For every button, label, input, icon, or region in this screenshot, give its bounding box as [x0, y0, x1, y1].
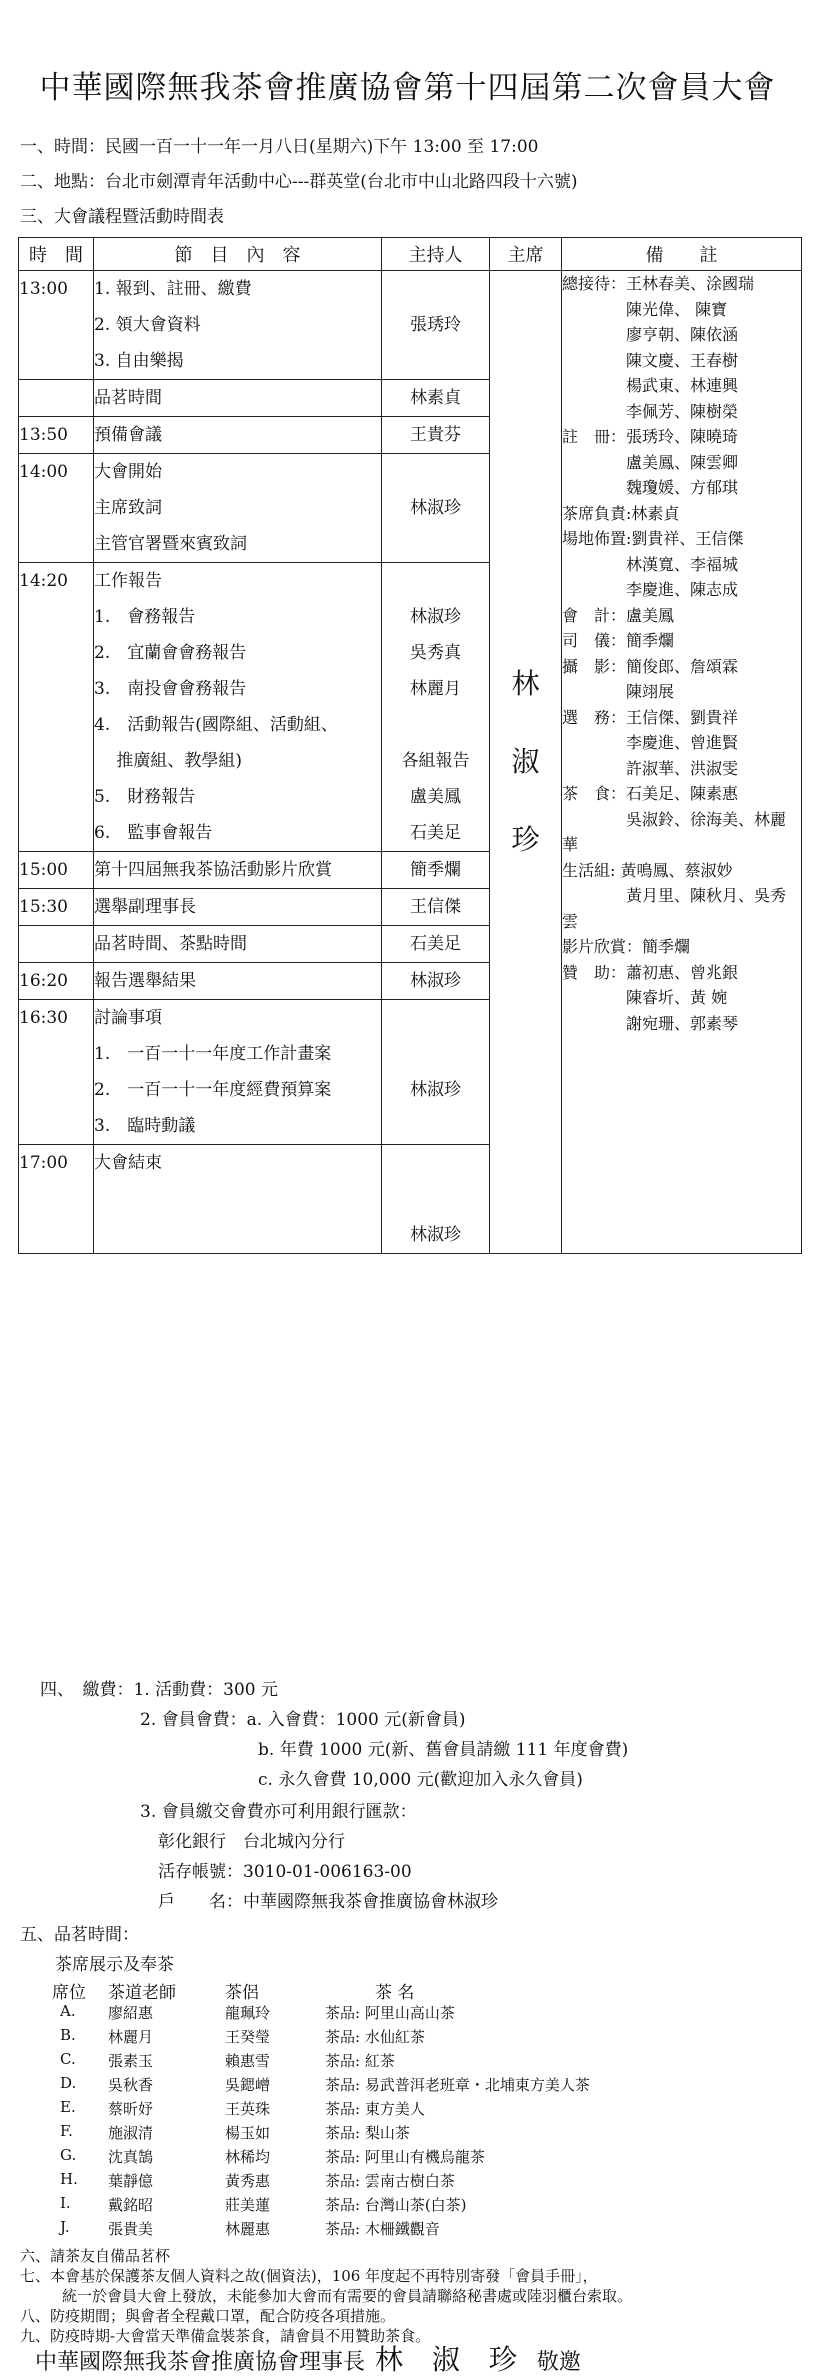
agenda-host-line [382, 343, 489, 379]
agenda-time [19, 563, 94, 852]
bank-holder: 戶 名：中華國際無我茶會推廣協會林淑珍 [158, 1892, 498, 1912]
agenda-time-line [19, 671, 93, 707]
tea-partner: 林麗惠 [225, 2220, 271, 2238]
tea-seat: I. [60, 2194, 71, 2212]
agenda-time [19, 454, 94, 563]
agenda-host [382, 852, 490, 889]
agenda-time-line [19, 599, 93, 635]
agenda-host-line: 各組報告 [401, 751, 470, 771]
tea-name: 茶品: 台灣山茶(白茶) [325, 2196, 467, 2214]
agenda-item-line: 6. 監事會報告 [94, 823, 213, 843]
agenda-host-line: 林淑珍 [410, 971, 461, 991]
signature-name: 林 淑 珍 [375, 2343, 527, 2376]
agenda-time-line: 14:00 [19, 462, 68, 482]
agenda-host-line [382, 1036, 489, 1072]
agenda-time [19, 380, 94, 417]
agenda-host-line [382, 1145, 489, 1181]
note-line: 司 儀：簡季爛 [562, 631, 675, 650]
agenda-time [19, 1000, 94, 1145]
agenda-item [94, 271, 382, 380]
agenda-time-line [19, 380, 93, 416]
agenda-time-line: 13:50 [19, 425, 68, 445]
note-line: 黃月里、陳秋月、吳秀 [562, 886, 787, 905]
tea-partner: 林稀均 [225, 2148, 271, 2166]
tea-col-seat: 席位 [52, 1983, 86, 2003]
agenda-time-line: 13:00 [19, 279, 68, 299]
header-time: 時 間 [19, 238, 94, 271]
chair-cell [490, 271, 562, 1254]
agenda-item [94, 926, 382, 963]
note-line: 謝宛珊、郭素琴 [562, 1013, 739, 1033]
tea-name: 茶品: 紅茶 [325, 2052, 395, 2070]
tea-col-tea: 茶 名 [375, 1983, 415, 2003]
chair-name-char: 林 [511, 667, 540, 700]
agenda-host-line: 盧美鳳 [410, 787, 461, 807]
item-nine: 九、防疫時期-大會當天準備盒裝茶食，請會員不用贊助茶食。 [20, 2327, 431, 2345]
tea-col-partner: 茶侶 [225, 1983, 259, 2003]
tea-teacher: 張素玉 [108, 2052, 154, 2070]
agenda-time-line [19, 779, 93, 815]
agenda-item [94, 454, 382, 563]
agenda-item-line: 主席致詞 [94, 498, 162, 518]
note-line: 贊 助：蕭初惠、曾兆銀 [562, 962, 739, 982]
chair-name-char: 珍 [511, 823, 540, 856]
header-chair: 主席 [490, 238, 562, 271]
agenda-host-line: 簡季爛 [410, 860, 461, 880]
bank-account: 活存帳號：3010-01-006163-00 [158, 1862, 412, 1882]
agenda-host-line [382, 1181, 489, 1217]
agenda-item-line: 5. 財務報告 [94, 787, 196, 807]
agenda-time-line: 17:00 [19, 1153, 68, 1173]
tea-row [0, 2218, 815, 2246]
agenda-time [19, 963, 94, 1000]
signature-org: 中華國際無我茶會推廣協會理事長 [35, 2350, 366, 2375]
agenda-item [94, 852, 382, 889]
tea-partner: 吳鍶嶒 [225, 2076, 271, 2094]
tea-partner: 莊美蓮 [225, 2196, 271, 2214]
agenda-table [18, 237, 802, 1254]
note-line: 茶席負責:林素貞 [562, 503, 680, 523]
tea-seat: G. [60, 2146, 77, 2164]
agenda-time-line [19, 1108, 93, 1144]
header-host: 主持人 [382, 238, 490, 271]
agenda-item-line: 推廣組、教學組) [94, 751, 243, 771]
agenda-host-line [382, 1108, 489, 1144]
note-line: 盧美鳳、陳雲卿 [562, 452, 739, 472]
note-line: 會 計：盧美鳳 [562, 605, 675, 625]
tea-teacher: 施淑清 [108, 2124, 154, 2142]
agenda-item-line: 1. 會務報告 [94, 607, 196, 627]
agenda-time-line [19, 926, 93, 962]
note-line: 陳光偉、 陳寶 [562, 299, 728, 319]
agenda-host-line: 林淑珍 [410, 498, 461, 518]
tea-seat: A. [60, 2002, 76, 2020]
agenda-item-line: 品茗時間 [94, 388, 162, 408]
note-line: 許淑華、洪淑雯 [562, 758, 739, 778]
note-line: 選 務：王信傑、劉貴祥 [562, 707, 739, 727]
tea-teacher: 吳秋香 [108, 2076, 154, 2094]
note-line: 楊武東、林連興 [562, 376, 739, 395]
tea-teacher: 沈真鵠 [108, 2148, 154, 2166]
note-line: 李慶進、陳志成 [562, 580, 739, 599]
tea-name: 茶品: 梨山茶 [325, 2124, 410, 2142]
note-line: 註 冊：張琇玲、陳曉琦 [562, 427, 739, 446]
agenda-time [19, 1145, 94, 1254]
agenda-item-line: 2. 一百一十一年度經費預算案 [94, 1080, 332, 1100]
agenda-host [382, 889, 490, 926]
agenda-host-line [382, 563, 489, 599]
tea-name: 茶品: 雲南古樹白茶 [325, 2172, 455, 2190]
agenda-host-line [382, 1000, 489, 1036]
agenda-item-line: 1. 一百一十一年度工作計畫案 [94, 1044, 332, 1064]
note-line: 生活組: 黃鳴鳳、蔡淑妙 [562, 860, 733, 880]
agenda-item-line: 報告選舉結果 [94, 971, 196, 991]
agenda-time-line [19, 343, 93, 379]
chair-name-char: 淑 [511, 745, 540, 778]
tea-name: 茶品: 東方美人 [325, 2100, 425, 2118]
agenda-time-line [19, 1072, 93, 1108]
bank-name: 彰化銀行 台北城內分行 [158, 1832, 345, 1852]
note-line: 吳淑鈴、徐海美、林麗 [562, 809, 787, 829]
agenda-host-line: 王貴芬 [410, 425, 461, 445]
tea-partner: 黃秀惠 [225, 2172, 271, 2190]
agenda-item [94, 563, 382, 852]
agenda-time [19, 852, 94, 889]
agenda-header-row [19, 238, 802, 271]
agenda-time-line: 15:00 [19, 860, 68, 880]
agenda-time-line [19, 307, 93, 343]
tea-partner: 王英珠 [225, 2100, 271, 2118]
tea-name: 茶品: 阿里山有機烏龍茶 [325, 2148, 485, 2166]
tea-teacher: 林麗月 [108, 2028, 154, 2046]
agenda-item-line: 討論事項 [94, 1008, 162, 1028]
agenda-item-line [94, 1181, 381, 1217]
item-seven: 七、本會基於保護茶友個人資料之故(個資法)，106 年度起不再特別寄發「會員手冊」， [20, 2267, 598, 2285]
agenda-time-line [19, 1181, 93, 1217]
note-line: 總接待：王林春美、涂國瑞 [562, 274, 755, 293]
tea-teacher: 戴銘昭 [108, 2196, 154, 2214]
note-line: 廖亨朝、陳依涵 [562, 325, 739, 344]
agenda-time [19, 889, 94, 926]
tea-heading: 五、品茗時間： [20, 1925, 139, 1945]
agenda-item-line: 選舉副理事長 [94, 897, 196, 917]
tea-seat: H. [60, 2170, 78, 2188]
agenda-heading: 三、大會議程暨活動時間表 [20, 207, 224, 227]
tea-subheading: 茶席展示及奉茶 [55, 1955, 174, 1975]
agenda-item-line: 2. 領大會資料 [94, 315, 201, 335]
note-line: 李慶進、曾進賢 [562, 733, 739, 752]
tea-partner: 王癸瑩 [225, 2028, 271, 2046]
agenda-host-line: 吳秀真 [410, 643, 461, 663]
header-notes: 備 註 [562, 238, 802, 271]
tea-teacher: 葉靜億 [108, 2172, 154, 2190]
tea-seat: D. [60, 2074, 77, 2092]
tea-teacher: 蔡昕妤 [108, 2100, 154, 2118]
note-line: 影片欣賞：簡季爛 [562, 937, 691, 956]
note-line: 雲 [562, 911, 579, 931]
fees-line-1: 四、 繳費：1. 活動費：300 元 [40, 1680, 278, 1700]
agenda-host [382, 563, 490, 852]
agenda-host-line: 石美足 [410, 934, 461, 954]
agenda-item-line: 3. 南投會會務報告 [94, 679, 247, 699]
agenda-host [382, 380, 490, 417]
agenda-host-line: 林麗月 [410, 679, 461, 699]
tea-teacher: 廖紹惠 [108, 2004, 154, 2022]
notes-cell [562, 271, 802, 1254]
agenda-item [94, 1000, 382, 1145]
agenda-time-line [19, 743, 93, 779]
agenda-item-line: 3. 臨時動議 [94, 1116, 196, 1136]
agenda-host-line [382, 454, 489, 490]
agenda-time-line: 14:20 [19, 571, 68, 591]
tea-teacher: 張貴美 [108, 2220, 154, 2238]
tea-partner: 龍珮玲 [225, 2004, 271, 2022]
agenda-host-line: 林淑珍 [410, 1225, 461, 1245]
agenda-host [382, 963, 490, 1000]
agenda-host-line: 林素貞 [410, 388, 461, 408]
agenda-row [19, 271, 802, 380]
agenda-host-line: 林淑珍 [410, 607, 461, 627]
agenda-item-line: 品茗時間、茶點時間 [94, 934, 247, 954]
agenda-item-line: 第十四屆無我茶協活動影片欣賞 [94, 860, 332, 880]
tea-name: 茶品: 阿里山高山茶 [325, 2004, 455, 2022]
agenda-item-line: 主管官署暨來賓致詞 [94, 534, 247, 554]
agenda-host-line: 王信傑 [410, 897, 461, 917]
agenda-item-line: 大會開始 [94, 462, 162, 482]
note-line: 李佩芳、陳樹榮 [562, 401, 739, 421]
item-eight: 八、防疫期間；與會者全程戴口罩，配合防疫各項措施。 [20, 2307, 396, 2325]
agenda-host [382, 1145, 490, 1254]
agenda-host-line [382, 271, 489, 307]
agenda-host-line: 張琇玲 [410, 315, 461, 335]
note-line: 茶 食：石美足、陳素惠 [562, 784, 739, 803]
item-six: 六、請茶友自備品茗杯 [20, 2247, 171, 2265]
note-line: 華 [562, 835, 579, 854]
agenda-item [94, 1145, 382, 1254]
info-time: 一、時間：民國一百一十一年一月八日(星期六)下午 13:00 至 17:00 [20, 137, 539, 157]
tea-seat: J. [60, 2218, 70, 2236]
agenda-item-line: 2. 宜蘭會會務報告 [94, 643, 247, 663]
fees-line-5: 3. 會員繳交會費亦可利用銀行匯款： [140, 1802, 417, 1822]
tea-seat: F. [60, 2122, 73, 2140]
agenda-host-line: 石美足 [410, 823, 461, 843]
agenda-item-line: 1. 報到、註冊、繳費 [94, 279, 252, 299]
agenda-time [19, 417, 94, 454]
agenda-host [382, 454, 490, 563]
agenda-time [19, 271, 94, 380]
agenda-time-line: 16:30 [19, 1008, 68, 1028]
agenda-host-line [382, 707, 489, 743]
info-place: 二、地點：台北市劍潭青年活動中心---群英堂(台北市中山北路四段十六號) [20, 172, 578, 192]
note-line: 攝 影：簡俊郎、詹頌霖 [562, 656, 739, 676]
tea-seat: C. [60, 2050, 76, 2068]
fees-line-3: b. 年費 1000 元(新、舊會員請繳 111 年度會費) [258, 1740, 629, 1760]
agenda-time-line: 16:20 [19, 971, 68, 991]
agenda-item-line: 3. 自由樂揭 [94, 351, 184, 371]
agenda-item-line: 大會結束 [94, 1153, 162, 1173]
header-program: 節 目 內 容 [94, 238, 382, 271]
agenda-time-line [19, 490, 93, 526]
agenda-host [382, 926, 490, 963]
tea-col-teacher: 茶道老師 [108, 1983, 176, 2003]
agenda-time-line [19, 707, 93, 743]
agenda-item-line [94, 1217, 381, 1253]
note-line: 林漢寬、李福城 [562, 554, 739, 574]
agenda-time-line [19, 1217, 93, 1253]
agenda-time-line [19, 1036, 93, 1072]
tea-name: 茶品: 易武普洱老班章・北埔東方美人茶 [325, 2076, 590, 2094]
agenda-item-line: 預備會議 [94, 425, 162, 445]
agenda-host [382, 1000, 490, 1145]
note-line: 陳翊展 [562, 682, 675, 701]
agenda-item-line: 4. 活動報告(國際組、活動組、 [94, 715, 338, 735]
agenda-item [94, 889, 382, 926]
note-line: 魏瓊媛、方郁琪 [562, 478, 739, 497]
tea-name: 茶品: 木柵鐵觀音 [325, 2220, 440, 2238]
fees-line-2: 2. 會員會費：a. 入會費：1000 元(新會員) [140, 1710, 466, 1730]
note-line: 陳文慶、王春樹 [562, 350, 739, 370]
agenda-item [94, 417, 382, 454]
tea-partner: 楊玉如 [225, 2124, 271, 2142]
note-line: 陳睿圻、黃 婉 [562, 988, 728, 1007]
agenda-item [94, 380, 382, 417]
agenda-host-line [382, 526, 489, 562]
tea-seat: B. [60, 2026, 76, 2044]
agenda-time-line [19, 815, 93, 851]
agenda-item [94, 963, 382, 1000]
agenda-time [19, 926, 94, 963]
agenda-host [382, 271, 490, 380]
agenda-time-line [19, 635, 93, 671]
fees-line-4: c. 永久會費 10,000 元(歡迎加入永久會員) [258, 1770, 583, 1790]
agenda-item-line: 工作報告 [94, 571, 162, 591]
tea-seat: E. [60, 2098, 76, 2116]
item-seven-cont: 統一於會員大會上發放，未能參加大會而有需要的會員請聯絡秘書處或陸羽櫃台索取。 [62, 2287, 633, 2305]
agenda-host [382, 417, 490, 454]
note-line: 場地佈置:劉貴祥、王信傑 [562, 529, 744, 548]
tea-name: 茶品: 水仙紅茶 [325, 2028, 425, 2046]
page-title: 中華國際無我茶會推廣協會第十四屆第二次會員大會 [39, 70, 776, 106]
agenda-host-line: 林淑珍 [410, 1080, 461, 1100]
agenda-time-line [19, 526, 93, 562]
tea-partner: 賴惠雪 [225, 2052, 271, 2070]
agenda-time-line: 15:30 [19, 897, 68, 917]
signature-suffix: 敬邀 [536, 2350, 581, 2375]
